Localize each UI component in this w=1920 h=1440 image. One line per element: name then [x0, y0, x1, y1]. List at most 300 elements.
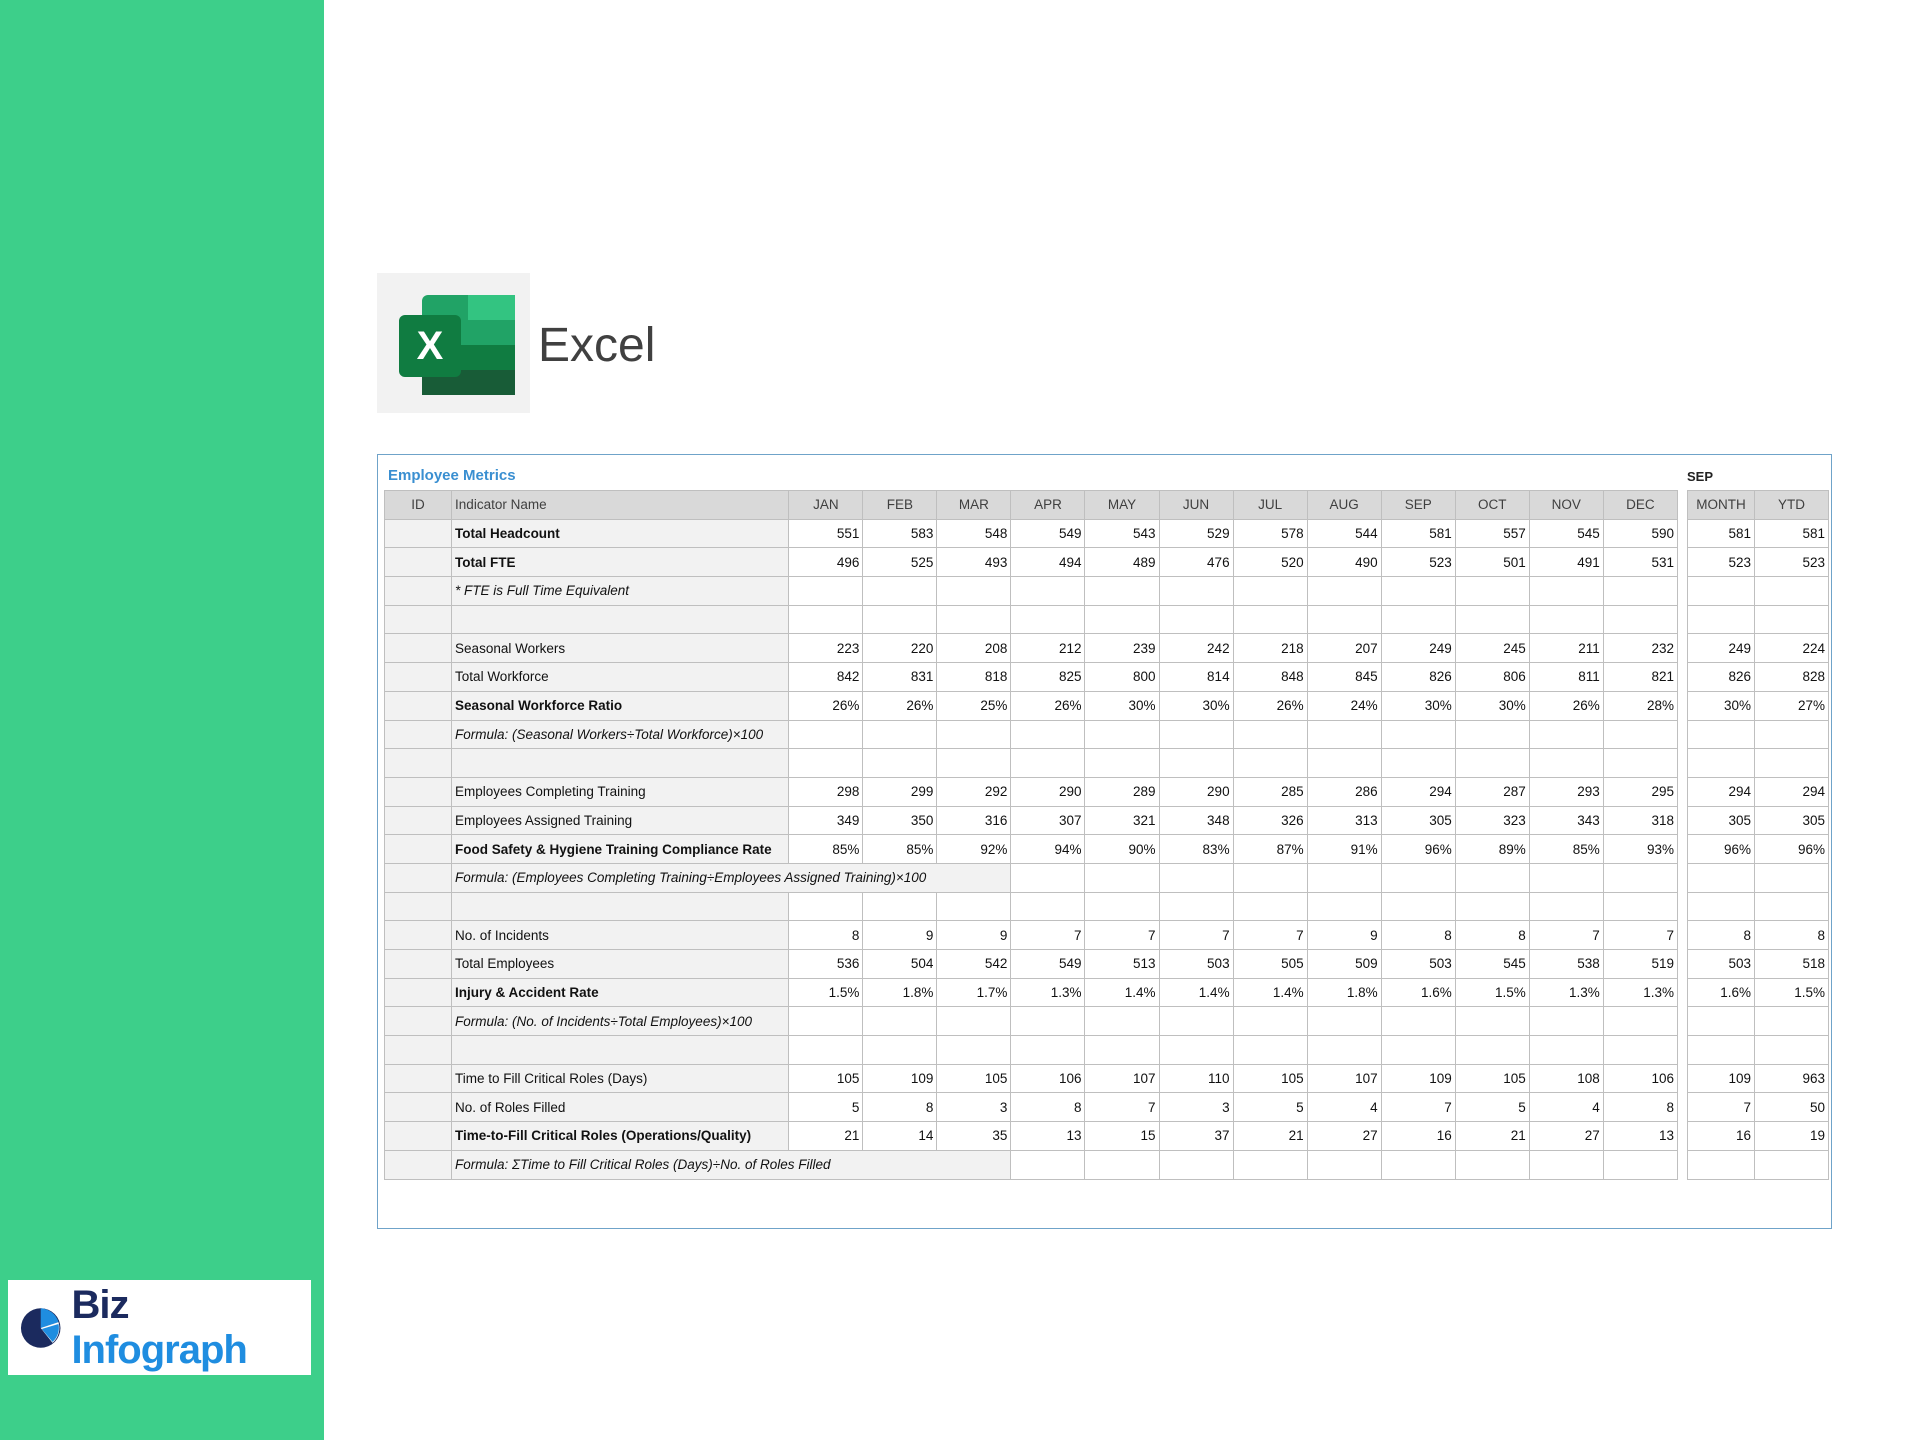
value-cell[interactable]: 7 [1159, 921, 1233, 950]
id-cell[interactable] [385, 548, 452, 577]
ytd-value-cell[interactable]: 27% [1755, 691, 1829, 720]
value-cell[interactable] [1529, 720, 1603, 749]
value-cell[interactable] [789, 892, 863, 921]
value-cell[interactable] [1011, 1036, 1085, 1065]
value-cell[interactable]: 581 [1381, 519, 1455, 548]
value-cell[interactable] [1603, 720, 1677, 749]
value-cell[interactable]: 505 [1233, 950, 1307, 979]
indicator-name-cell[interactable]: No. of Incidents [452, 921, 789, 950]
value-cell[interactable]: 85% [789, 835, 863, 864]
value-cell[interactable]: 1.6% [1381, 978, 1455, 1007]
value-cell[interactable]: 223 [789, 634, 863, 663]
value-cell[interactable]: 27 [1307, 1122, 1381, 1151]
value-cell[interactable]: 26% [1233, 691, 1307, 720]
value-cell[interactable]: 83% [1159, 835, 1233, 864]
value-cell[interactable] [1085, 1150, 1159, 1179]
value-cell[interactable] [1085, 720, 1159, 749]
value-cell[interactable] [1529, 892, 1603, 921]
ytd-value-cell[interactable]: 581 [1755, 519, 1829, 548]
value-cell[interactable] [789, 577, 863, 606]
ytd-value-cell[interactable]: 224 [1755, 634, 1829, 663]
indicator-name-cell[interactable]: Total Headcount [452, 519, 789, 548]
value-cell[interactable]: 313 [1307, 806, 1381, 835]
value-cell[interactable]: 826 [1381, 663, 1455, 692]
value-cell[interactable]: 105 [1455, 1064, 1529, 1093]
month-value-cell[interactable]: 16 [1688, 1122, 1755, 1151]
value-cell[interactable] [789, 1036, 863, 1065]
value-cell[interactable]: 493 [937, 548, 1011, 577]
summary-column-header[interactable]: YTD [1755, 491, 1829, 520]
ytd-value-cell[interactable]: 1.5% [1755, 978, 1829, 1007]
value-cell[interactable]: 28% [1603, 691, 1677, 720]
value-cell[interactable] [1233, 1150, 1307, 1179]
id-cell[interactable] [385, 892, 452, 921]
value-cell[interactable]: 525 [863, 548, 937, 577]
ytd-value-cell[interactable] [1755, 720, 1829, 749]
value-cell[interactable]: 845 [1307, 663, 1381, 692]
value-cell[interactable] [1603, 863, 1677, 892]
value-cell[interactable] [1603, 892, 1677, 921]
value-cell[interactable]: 5 [789, 1093, 863, 1122]
value-cell[interactable] [1159, 1036, 1233, 1065]
value-cell[interactable]: 549 [1011, 519, 1085, 548]
value-cell[interactable] [1529, 749, 1603, 778]
value-cell[interactable] [1011, 577, 1085, 606]
value-cell[interactable]: 7 [1011, 921, 1085, 950]
value-cell[interactable] [863, 720, 937, 749]
value-cell[interactable]: 27 [1529, 1122, 1603, 1151]
value-cell[interactable]: 299 [863, 777, 937, 806]
value-cell[interactable]: 5 [1455, 1093, 1529, 1122]
column-header[interactable]: JUL [1233, 491, 1307, 520]
value-cell[interactable] [1603, 1036, 1677, 1065]
value-cell[interactable]: 323 [1455, 806, 1529, 835]
id-cell[interactable] [385, 1036, 452, 1065]
value-cell[interactable] [1233, 863, 1307, 892]
value-cell[interactable] [1455, 605, 1529, 634]
ytd-value-cell[interactable] [1755, 892, 1829, 921]
value-cell[interactable]: 106 [1011, 1064, 1085, 1093]
value-cell[interactable]: 1.5% [789, 978, 863, 1007]
value-cell[interactable]: 509 [1307, 950, 1381, 979]
value-cell[interactable]: 476 [1159, 548, 1233, 577]
value-cell[interactable]: 21 [1233, 1122, 1307, 1151]
value-cell[interactable]: 87% [1233, 835, 1307, 864]
value-cell[interactable] [1159, 577, 1233, 606]
value-cell[interactable] [1011, 1007, 1085, 1036]
indicator-name-cell[interactable]: Total Employees [452, 950, 789, 979]
value-cell[interactable]: 538 [1529, 950, 1603, 979]
value-cell[interactable] [1381, 577, 1455, 606]
value-cell[interactable] [1381, 1007, 1455, 1036]
value-cell[interactable]: 548 [937, 519, 1011, 548]
month-value-cell[interactable]: 294 [1688, 777, 1755, 806]
value-cell[interactable]: 504 [863, 950, 937, 979]
month-value-cell[interactable]: 581 [1688, 519, 1755, 548]
value-cell[interactable] [1233, 720, 1307, 749]
value-cell[interactable] [863, 1007, 937, 1036]
ytd-value-cell[interactable] [1755, 1007, 1829, 1036]
value-cell[interactable] [1307, 1150, 1381, 1179]
value-cell[interactable]: 211 [1529, 634, 1603, 663]
value-cell[interactable] [1085, 605, 1159, 634]
value-cell[interactable] [1011, 605, 1085, 634]
id-cell[interactable] [385, 806, 452, 835]
value-cell[interactable]: 318 [1603, 806, 1677, 835]
value-cell[interactable]: 350 [863, 806, 937, 835]
value-cell[interactable] [937, 1036, 1011, 1065]
value-cell[interactable] [1529, 1150, 1603, 1179]
value-cell[interactable]: 91% [1307, 835, 1381, 864]
value-cell[interactable]: 800 [1085, 663, 1159, 692]
value-cell[interactable]: 349 [789, 806, 863, 835]
value-cell[interactable]: 513 [1085, 950, 1159, 979]
value-cell[interactable] [1455, 1036, 1529, 1065]
value-cell[interactable] [1159, 605, 1233, 634]
indicator-name-cell[interactable]: Time-to-Fill Critical Roles (Operations/Quality) [452, 1122, 789, 1151]
value-cell[interactable]: 220 [863, 634, 937, 663]
value-cell[interactable]: 26% [1011, 691, 1085, 720]
indicator-name-cell[interactable]: Total Workforce [452, 663, 789, 692]
value-cell[interactable] [1307, 605, 1381, 634]
value-cell[interactable]: 30% [1455, 691, 1529, 720]
value-cell[interactable] [1233, 577, 1307, 606]
value-cell[interactable] [1381, 720, 1455, 749]
value-cell[interactable] [1085, 1007, 1159, 1036]
indicator-name-cell[interactable]: Employees Assigned Training [452, 806, 789, 835]
ytd-value-cell[interactable]: 19 [1755, 1122, 1829, 1151]
value-cell[interactable] [789, 1007, 863, 1036]
value-cell[interactable]: 529 [1159, 519, 1233, 548]
value-cell[interactable]: 13 [1603, 1122, 1677, 1151]
value-cell[interactable]: 218 [1233, 634, 1307, 663]
id-cell[interactable] [385, 663, 452, 692]
value-cell[interactable] [1011, 749, 1085, 778]
ytd-value-cell[interactable]: 523 [1755, 548, 1829, 577]
month-value-cell[interactable]: 249 [1688, 634, 1755, 663]
value-cell[interactable]: 583 [863, 519, 937, 548]
month-value-cell[interactable]: 1.6% [1688, 978, 1755, 1007]
value-cell[interactable]: 343 [1529, 806, 1603, 835]
value-cell[interactable]: 107 [1307, 1064, 1381, 1093]
month-value-cell[interactable]: 826 [1688, 663, 1755, 692]
indicator-name-cell[interactable]: Total FTE [452, 548, 789, 577]
value-cell[interactable]: 1.7% [937, 978, 1011, 1007]
value-cell[interactable] [1529, 605, 1603, 634]
indicator-name-cell[interactable] [452, 1036, 789, 1065]
indicator-name-cell[interactable]: Time to Fill Critical Roles (Days) [452, 1064, 789, 1093]
id-cell[interactable] [385, 577, 452, 606]
value-cell[interactable] [937, 720, 1011, 749]
value-cell[interactable]: 85% [1529, 835, 1603, 864]
value-cell[interactable]: 21 [789, 1122, 863, 1151]
value-cell[interactable] [863, 749, 937, 778]
value-cell[interactable]: 848 [1233, 663, 1307, 692]
value-cell[interactable]: 8 [863, 1093, 937, 1122]
value-cell[interactable] [1011, 892, 1085, 921]
value-cell[interactable] [789, 605, 863, 634]
value-cell[interactable]: 30% [1085, 691, 1159, 720]
id-cell[interactable] [385, 1150, 452, 1179]
indicator-name-cell[interactable] [452, 605, 789, 634]
ytd-value-cell[interactable] [1755, 1036, 1829, 1065]
indicator-name-cell[interactable]: Formula: (Employees Completing Training÷Employees Assigned Training)×100 [452, 863, 1011, 892]
value-cell[interactable]: 26% [863, 691, 937, 720]
value-cell[interactable]: 105 [1233, 1064, 1307, 1093]
month-value-cell[interactable] [1688, 892, 1755, 921]
value-cell[interactable]: 825 [1011, 663, 1085, 692]
column-header[interactable]: JAN [789, 491, 863, 520]
value-cell[interactable]: 37 [1159, 1122, 1233, 1151]
value-cell[interactable] [1381, 892, 1455, 921]
value-cell[interactable]: 294 [1381, 777, 1455, 806]
value-cell[interactable]: 14 [863, 1122, 937, 1151]
value-cell[interactable]: 30% [1381, 691, 1455, 720]
value-cell[interactable] [1455, 1150, 1529, 1179]
value-cell[interactable] [937, 892, 1011, 921]
value-cell[interactable] [1085, 863, 1159, 892]
indicator-name-cell[interactable] [452, 749, 789, 778]
value-cell[interactable]: 212 [1011, 634, 1085, 663]
value-cell[interactable] [1159, 749, 1233, 778]
value-cell[interactable]: 3 [1159, 1093, 1233, 1122]
column-header[interactable]: JUN [1159, 491, 1233, 520]
value-cell[interactable]: 1.3% [1011, 978, 1085, 1007]
value-cell[interactable] [1159, 720, 1233, 749]
value-cell[interactable] [1011, 863, 1085, 892]
value-cell[interactable]: 501 [1455, 548, 1529, 577]
value-cell[interactable]: 4 [1529, 1093, 1603, 1122]
value-cell[interactable]: 814 [1159, 663, 1233, 692]
column-header[interactable]: NOV [1529, 491, 1603, 520]
indicator-name-cell[interactable]: Formula: (No. of Incidents÷Total Employees)×100 [452, 1007, 789, 1036]
value-cell[interactable] [863, 1036, 937, 1065]
value-cell[interactable] [1159, 863, 1233, 892]
value-cell[interactable]: 7 [1233, 921, 1307, 950]
value-cell[interactable]: 26% [1529, 691, 1603, 720]
value-cell[interactable]: 1.3% [1603, 978, 1677, 1007]
value-cell[interactable]: 831 [863, 663, 937, 692]
value-cell[interactable] [937, 577, 1011, 606]
month-value-cell[interactable]: 96% [1688, 835, 1755, 864]
indicator-name-cell[interactable]: Injury & Accident Rate [452, 978, 789, 1007]
value-cell[interactable]: 109 [1381, 1064, 1455, 1093]
value-cell[interactable] [1603, 749, 1677, 778]
indicator-name-cell[interactable]: * FTE is Full Time Equivalent [452, 577, 789, 606]
indicator-name-cell[interactable]: Food Safety & Hygiene Training Compliance Rate [452, 835, 789, 864]
value-cell[interactable] [1455, 577, 1529, 606]
value-cell[interactable] [1455, 1007, 1529, 1036]
value-cell[interactable] [1455, 749, 1529, 778]
value-cell[interactable]: 24% [1307, 691, 1381, 720]
value-cell[interactable]: 305 [1381, 806, 1455, 835]
value-cell[interactable]: 92% [937, 835, 1011, 864]
value-cell[interactable] [1233, 892, 1307, 921]
value-cell[interactable]: 242 [1159, 634, 1233, 663]
month-value-cell[interactable]: 8 [1688, 921, 1755, 950]
column-header[interactable]: MAR [937, 491, 1011, 520]
id-cell[interactable] [385, 835, 452, 864]
value-cell[interactable]: 285 [1233, 777, 1307, 806]
indicator-name-cell[interactable]: Seasonal Workforce Ratio [452, 691, 789, 720]
value-cell[interactable]: 293 [1529, 777, 1603, 806]
value-cell[interactable]: 295 [1603, 777, 1677, 806]
month-value-cell[interactable] [1688, 577, 1755, 606]
value-cell[interactable] [1529, 863, 1603, 892]
value-cell[interactable]: 1.8% [863, 978, 937, 1007]
value-cell[interactable]: 15 [1085, 1122, 1159, 1151]
value-cell[interactable] [1159, 1007, 1233, 1036]
value-cell[interactable]: 551 [789, 519, 863, 548]
column-header[interactable]: DEC [1603, 491, 1677, 520]
id-cell[interactable] [385, 863, 452, 892]
id-cell[interactable] [385, 921, 452, 950]
month-value-cell[interactable]: 7 [1688, 1093, 1755, 1122]
value-cell[interactable]: 578 [1233, 519, 1307, 548]
value-cell[interactable] [1603, 1150, 1677, 1179]
value-cell[interactable] [1159, 1150, 1233, 1179]
ytd-value-cell[interactable] [1755, 605, 1829, 634]
value-cell[interactable]: 523 [1381, 548, 1455, 577]
ytd-value-cell[interactable] [1755, 863, 1829, 892]
value-cell[interactable]: 818 [937, 663, 1011, 692]
value-cell[interactable] [1233, 1036, 1307, 1065]
value-cell[interactable]: 1.5% [1455, 978, 1529, 1007]
ytd-value-cell[interactable] [1755, 1150, 1829, 1179]
value-cell[interactable]: 7 [1085, 1093, 1159, 1122]
value-cell[interactable]: 503 [1159, 950, 1233, 979]
value-cell[interactable]: 531 [1603, 548, 1677, 577]
value-cell[interactable] [1381, 1150, 1455, 1179]
value-cell[interactable]: 35 [937, 1122, 1011, 1151]
value-cell[interactable]: 290 [1011, 777, 1085, 806]
value-cell[interactable]: 298 [789, 777, 863, 806]
value-cell[interactable]: 316 [937, 806, 1011, 835]
value-cell[interactable]: 25% [937, 691, 1011, 720]
month-value-cell[interactable]: 30% [1688, 691, 1755, 720]
value-cell[interactable]: 842 [789, 663, 863, 692]
column-header[interactable]: SEP [1381, 491, 1455, 520]
value-cell[interactable]: 90% [1085, 835, 1159, 864]
month-value-cell[interactable] [1688, 749, 1755, 778]
value-cell[interactable]: 503 [1381, 950, 1455, 979]
value-cell[interactable]: 93% [1603, 835, 1677, 864]
ytd-value-cell[interactable]: 96% [1755, 835, 1829, 864]
value-cell[interactable] [863, 605, 937, 634]
value-cell[interactable] [937, 605, 1011, 634]
id-cell[interactable] [385, 1093, 452, 1122]
value-cell[interactable] [863, 892, 937, 921]
id-cell[interactable] [385, 519, 452, 548]
value-cell[interactable]: 249 [1381, 634, 1455, 663]
column-header[interactable]: MAY [1085, 491, 1159, 520]
value-cell[interactable]: 13 [1011, 1122, 1085, 1151]
value-cell[interactable]: 245 [1455, 634, 1529, 663]
column-header[interactable]: APR [1011, 491, 1085, 520]
value-cell[interactable] [1381, 605, 1455, 634]
column-header[interactable]: OCT [1455, 491, 1529, 520]
indicator-name-cell[interactable]: Formula: ΣTime to Fill Critical Roles (Days)÷No. of Roles Filled [452, 1150, 1011, 1179]
value-cell[interactable]: 494 [1011, 548, 1085, 577]
value-cell[interactable]: 1.4% [1233, 978, 1307, 1007]
value-cell[interactable]: 489 [1085, 548, 1159, 577]
value-cell[interactable] [937, 749, 1011, 778]
value-cell[interactable]: 9 [937, 921, 1011, 950]
value-cell[interactable] [1603, 605, 1677, 634]
value-cell[interactable] [1233, 605, 1307, 634]
value-cell[interactable]: 108 [1529, 1064, 1603, 1093]
ytd-value-cell[interactable]: 294 [1755, 777, 1829, 806]
value-cell[interactable]: 326 [1233, 806, 1307, 835]
id-cell[interactable] [385, 749, 452, 778]
value-cell[interactable]: 8 [1011, 1093, 1085, 1122]
value-cell[interactable]: 7 [1529, 921, 1603, 950]
value-cell[interactable]: 4 [1307, 1093, 1381, 1122]
value-cell[interactable] [1381, 749, 1455, 778]
column-header[interactable]: AUG [1307, 491, 1381, 520]
value-cell[interactable] [1529, 1007, 1603, 1036]
value-cell[interactable]: 520 [1233, 548, 1307, 577]
value-cell[interactable]: 9 [863, 921, 937, 950]
ytd-value-cell[interactable]: 8 [1755, 921, 1829, 950]
value-cell[interactable]: 289 [1085, 777, 1159, 806]
value-cell[interactable] [1529, 577, 1603, 606]
value-cell[interactable]: 105 [937, 1064, 1011, 1093]
indicator-name-cell[interactable]: No. of Roles Filled [452, 1093, 789, 1122]
value-cell[interactable]: 94% [1011, 835, 1085, 864]
value-cell[interactable]: 536 [789, 950, 863, 979]
value-cell[interactable]: 590 [1603, 519, 1677, 548]
value-cell[interactable] [1307, 749, 1381, 778]
value-cell[interactable] [1233, 1007, 1307, 1036]
indicator-name-cell[interactable] [452, 892, 789, 921]
ytd-value-cell[interactable]: 828 [1755, 663, 1829, 692]
value-cell[interactable] [1529, 1036, 1603, 1065]
value-cell[interactable]: 7 [1381, 1093, 1455, 1122]
id-cell[interactable] [385, 978, 452, 1007]
value-cell[interactable]: 545 [1529, 519, 1603, 548]
value-cell[interactable]: 85% [863, 835, 937, 864]
value-cell[interactable]: 543 [1085, 519, 1159, 548]
id-cell[interactable] [385, 950, 452, 979]
value-cell[interactable]: 109 [863, 1064, 937, 1093]
value-cell[interactable]: 96% [1381, 835, 1455, 864]
month-value-cell[interactable] [1688, 1150, 1755, 1179]
value-cell[interactable] [1381, 863, 1455, 892]
month-value-cell[interactable] [1688, 863, 1755, 892]
value-cell[interactable]: 519 [1603, 950, 1677, 979]
value-cell[interactable] [937, 1007, 1011, 1036]
column-header[interactable]: ID [385, 491, 452, 520]
value-cell[interactable]: 7 [1085, 921, 1159, 950]
value-cell[interactable] [1233, 749, 1307, 778]
id-cell[interactable] [385, 605, 452, 634]
id-cell[interactable] [385, 634, 452, 663]
summary-column-header[interactable]: MONTH [1688, 491, 1755, 520]
value-cell[interactable]: 545 [1455, 950, 1529, 979]
value-cell[interactable] [789, 720, 863, 749]
value-cell[interactable]: 806 [1455, 663, 1529, 692]
ytd-value-cell[interactable]: 963 [1755, 1064, 1829, 1093]
month-value-cell[interactable]: 523 [1688, 548, 1755, 577]
value-cell[interactable]: 105 [789, 1064, 863, 1093]
id-cell[interactable] [385, 720, 452, 749]
value-cell[interactable] [1381, 1036, 1455, 1065]
ytd-value-cell[interactable] [1755, 749, 1829, 778]
value-cell[interactable]: 1.3% [1529, 978, 1603, 1007]
value-cell[interactable] [1307, 892, 1381, 921]
month-value-cell[interactable] [1688, 1036, 1755, 1065]
